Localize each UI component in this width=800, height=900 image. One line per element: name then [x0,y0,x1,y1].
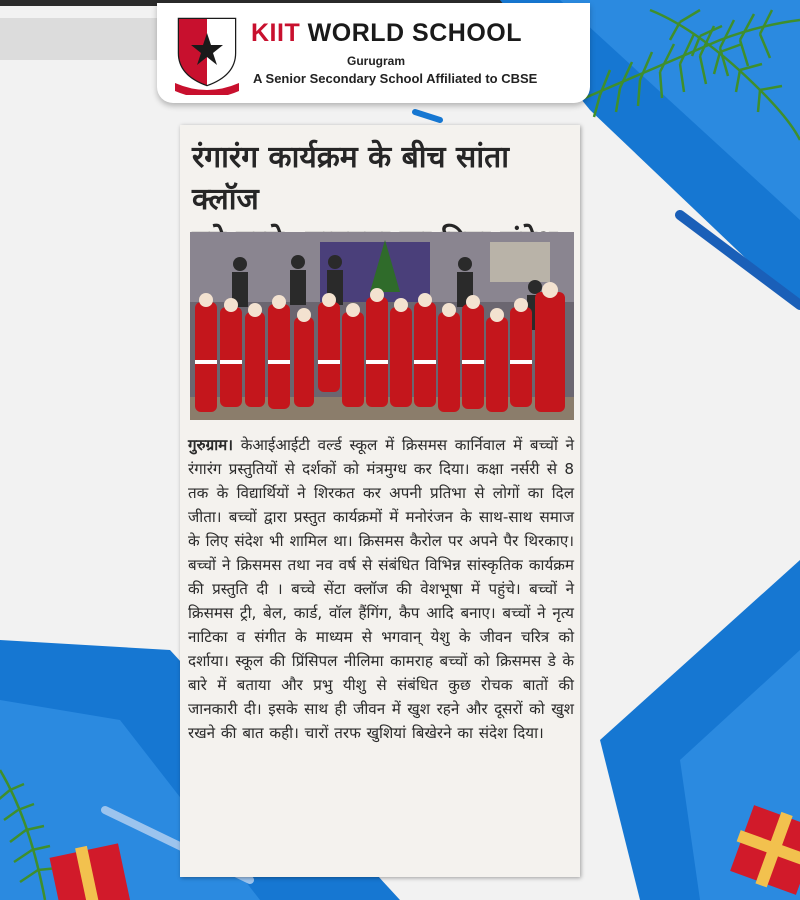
article-place: गुरुग्राम। [188,436,233,454]
newspaper-clipping [180,125,580,877]
santa-kids-photo-icon [190,232,574,420]
article-body [188,433,574,745]
school-name-brand: KIIT [251,19,301,47]
school-header [157,3,590,103]
school-city: Gurugram [347,54,406,68]
school-tagline: A Senior Secondary School Affiliated to CBSE [253,71,538,86]
headline-line-1: रंगारंग कार्यक्रम के बीच सांता क्लॉज [192,140,509,217]
school-name [251,19,581,48]
school-name-rest: WORLD SCHOOL [300,19,522,47]
school-crest-icon [171,13,243,95]
article-body-text: केआईआईटी वर्ल्ड स्कूल में क्रिसमस कार्निवाल में बच्चों ने रंगारंग प्रस्तुतियों से दर्शकों को मंत्रमुग्ध कर दिया। कक्षा नर्सरी से 8 तक के विद्यार्थियों ने शिरकत कर अपनी प्रतिभा से लोगों का दिल जीता। बच्चों द्वारा प्रस्तुत कार्यक्रमों में मनोरंजन के साथ-साथ समाज के लिए संदेश भी शामिल था। क्रिसमस कैरोल पर अपने पैर थिरकाए। बच्चों ने क्रिसमस तथा नव वर्ष से संबंधित विभिन्न सांस्कृतिक कार्यक्रम की प्रस्तुति दी । बच्चे सेंटा क्लॉज की वेशभूषा में पहुंचे। बच्चों ने क्रिसमस ट्री, बेल, कार्ड, वॉल हैंगिंग, कैप आदि बनाए। बच्चों ने नृत्य नाटिका व संगीत के माध्यम से भगवान् येशु के जीवन चरित्र को दर्शाया। स्कूल की प्रिंसिपल नीलिमा कामराह बच्चों को क्रिसमस डे के बारे में बताया और प्रभु यीशु से संबंधित कुछ रोचक बातों की जानकारी दी। इसके साथ ही जीवन में खुश रहने और दूसरों को खुश रखने की बात कही। चारों तरफ खुशियां बिखेरने का संदेश दिया। [188,436,575,742]
